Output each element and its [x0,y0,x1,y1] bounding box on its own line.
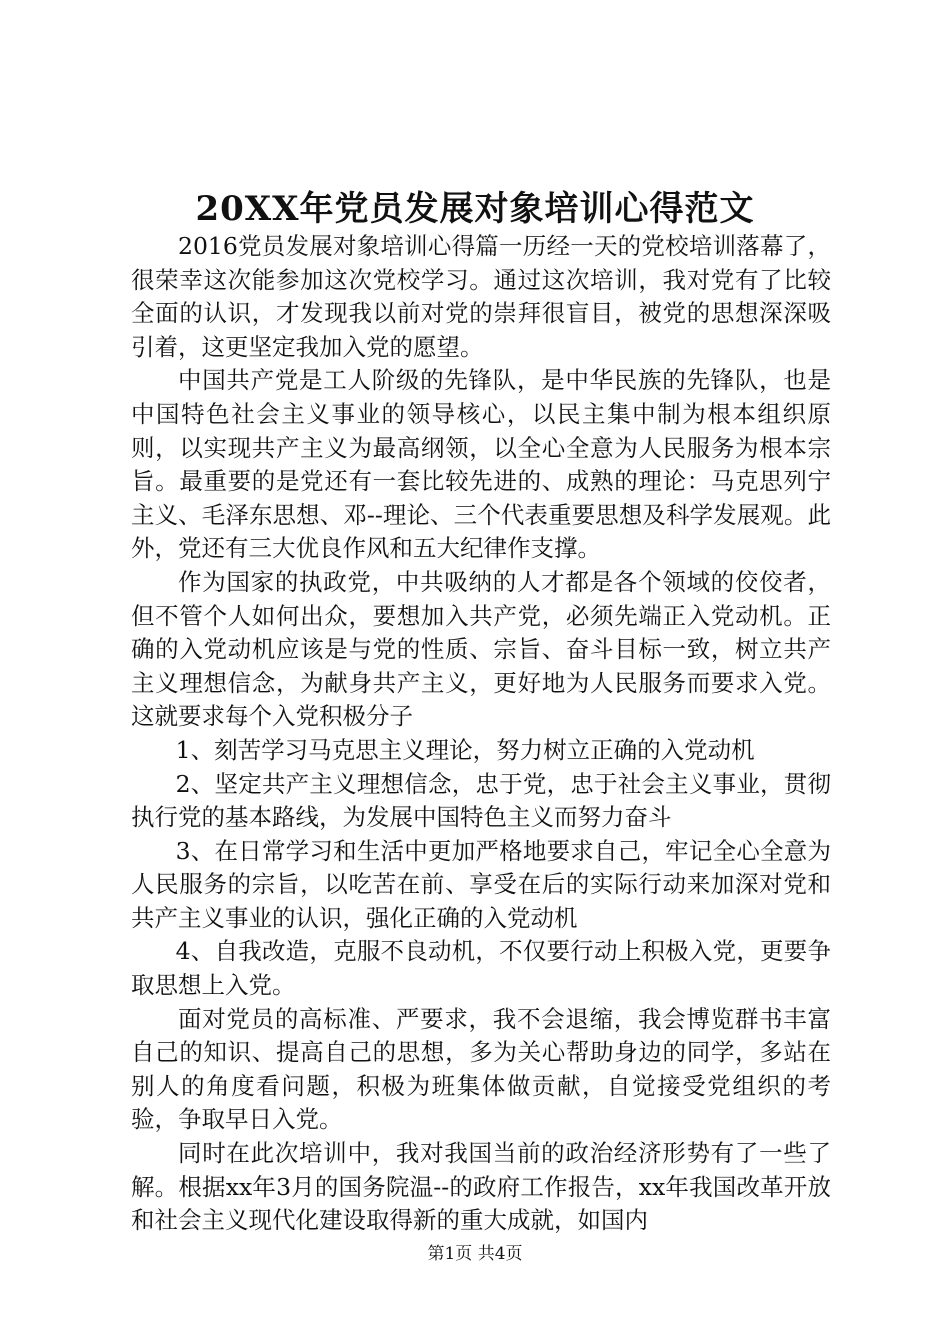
page-number-footer: 第1页 共4页 [427,1244,523,1264]
list-item-2: 2、坚定共产主义理想信念，忠于党，忠于社会主义事业，贯彻执行党的基本路线，为发展中国特色主义而努力奋斗 [131,769,831,832]
paragraph-5: 同时在此次培训中，我对我国当前的政治经济形势有了一些了解。根据xx年3月的国务院温--的政府工作报告，xx年我国改革开放和社会主义现代化建设取得新的重大成就，如国内 [131,1139,831,1235]
document-title: 20XX年党员发展对象培训心得范文 [195,189,755,229]
paragraph-4: 面对党员的高标准、严要求，我不会退缩，我会博览群书丰富自己的知识、提高自己的思想，多为关心帮助身边的同学，多站在别人的角度看问题，积极为班集体做贡献，自觉接受党组织的考验，争取早日入党。 [131,1004,831,1134]
list-item-1: 1、刻苦学习马克思主义理论，努力树立正确的入党动机 [175,735,755,764]
list-item-4: 4、自我改造，克服不良动机，不仅要行动上积极入党，更要争取思想上入党。 [131,937,831,1000]
paragraph-1: 2016党员发展对象培训心得篇一历经一天的党校培训落幕了，很荣幸这次能参加这次党校学习。通过这次培训，我对党有了比较全面的认识，才发现我以前对党的崇拜很盲目，被党的思想深深吸引着，这更坚定我加入党的愿望。 [131,232,831,361]
document-body [131,230,831,1238]
paragraph-2: 中国共产党是工人阶级的先锋队，是中华民族的先锋队，也是中国特色社会主义事业的领导核心，以民主集中制为根本组织原则，以实现共产主义为最高纲领，以全心全意为人民服务为根本宗旨。最重要的是党还有一套比较先进的、成熟的理论：马克思列宁主义、毛泽东思想、邓--理论、三个代表重要思想及科学发展观。此外，党还有三大优良作风和五大纪律作支撑。 [131,366,831,563]
paragraph-3: 作为国家的执政党，中共吸纳的人才都是各个领域的佼佼者，但不管个人如何出众，要想加入共产党，必须先端正入党动机。正确的入党动机应该是与党的性质、宗旨、奋斗目标一致，树立共产主义理想信念，为献身共产主义，更好地为人民服务而要求入党。这就要求每个入党积极分子 [131,567,831,731]
list-item-3: 3、在日常学习和生活中更加严格地要求自己，牢记全心全意为人民服务的宗旨，以吃苦在前、享受在后的实际行动来加深对党和共产主义事业的认识，强化正确的入党动机 [131,836,831,932]
